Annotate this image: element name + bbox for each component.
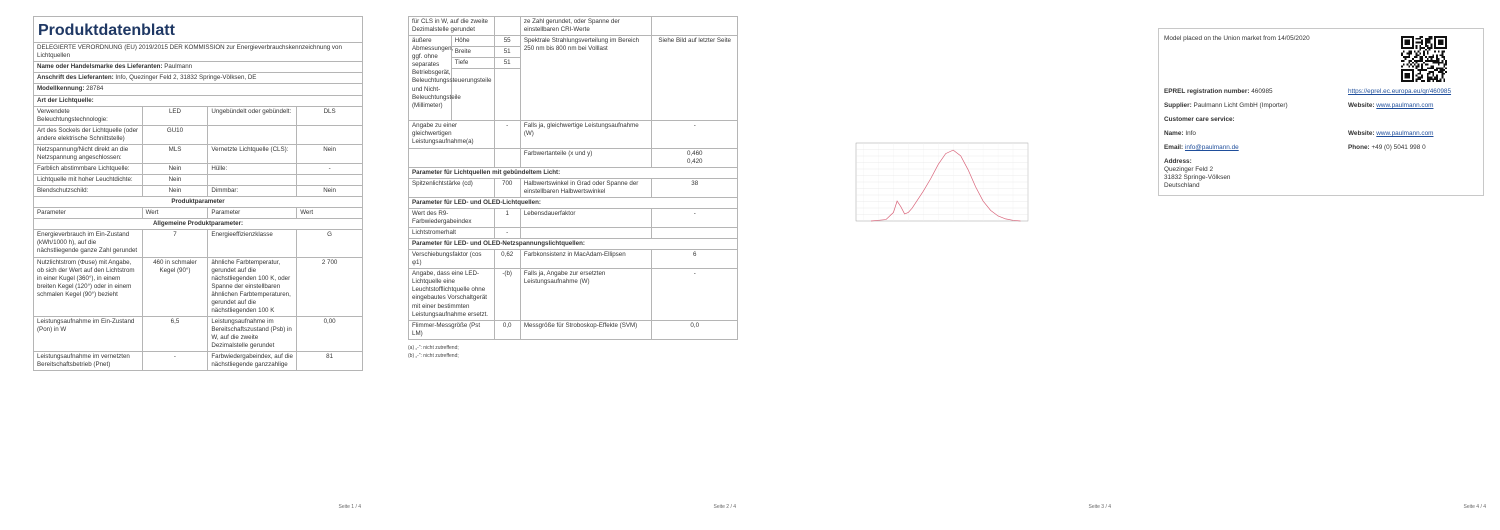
type-cell: Vernetzte Lichtquelle (CLS): [208,144,297,163]
general-cell: Leistungsaufnahme im Ein-Zustand (Pon) in W [34,316,143,351]
table-row: Breite 51 [409,47,738,58]
table-row [34,175,363,186]
type-cell: Nein [297,144,363,163]
type-cell: Lichtquelle mit hoher Leuchtdichte: [34,175,143,186]
general-cell: 6,5 [142,316,208,351]
table-row [34,144,363,163]
general-cell: ähnliche Farbtemperatur, gerundet auf die nächstliegenden 100 K, oder Spanne der einstellbaren ähnlichen Farbtemperaturen, gerundet auf die nächstliegenden 100 K [208,257,297,316]
type-cell: - [297,163,363,174]
general-cell: G [297,230,363,257]
footnote-a: (a) „-“: nicht zutreffend; [408,344,459,351]
address-row: Anschrift des Lieferanten: Info, Quezinger Feld 2, 31832 Springe-Völksen, DE [34,73,363,84]
eprel-row: EPREL registration number: 460985 [1164,88,1273,95]
table-row: Spitzenlichtstärke (cd) 700 Halbwertswinkel in Grad oder Spanne der einstellbaren Halbwertswinkel 38 [409,178,738,197]
table-row: Flimmer-Messgröße (Pst LM) 0,0 Messgröße für Stroboskop-Effekte (SVM) 0,0 [409,320,738,339]
table-row [34,257,363,316]
brand-row: Name oder Handelsmarke des Lieferanten: Paulmann [34,62,363,73]
type-cell: Hülle: [208,163,297,174]
table-row: Tiefe 51 [409,58,738,69]
page-number: Seite 4 / 4 [1463,503,1486,510]
general-cell: Leistungsaufnahme im vernetzten Bereitschaftsbetrieb (Pnet) [34,352,143,371]
general-cell: Energieverbrauch im Ein-Zustand (kWh/1000 h), auf die nächstliegende ganze Zahl gerundet [34,230,143,257]
table-row: äußere Abmessungen, ggf. ohne separates Betriebsgerät, Beleuchtungssteuerungsteile und Nicht-Beleuchtungsteile (Millimeter) Höhe 55 Spektrale Strahlungsverteilung im Bereich 250 nm bis 800 nm bei Volllast Siehe Bild auf letzter Seite [409,36,738,47]
general-cell: 81 [297,352,363,371]
address-line-1: Quezinger Feld 2 [1164,166,1214,173]
address-line-3: Deutschland [1164,182,1200,189]
website-link[interactable]: www.paulmann.com [1376,102,1434,109]
supplier-row: Supplier: Paulmann Licht GmbH (Importer) [1164,102,1288,109]
type-cell: GU10 [142,125,208,144]
table-row: Angabe zu einer gleichwertigen Leistungsaufnahme(a) - Falls ja, gleichwertige Leistungsaufnahme (W) - [409,121,738,148]
page-number: Seite 2 / 4 [713,503,736,510]
email-link[interactable]: info@paulmann.de [1184,144,1239,151]
header-table [33,42,363,371]
type-cell: LED [142,106,208,125]
type-cell: Farblich abstimmbare Lichtquelle: [34,163,143,174]
qr-code-icon[interactable] [1401,36,1447,82]
general-cell: Energieeffizienzklasse [208,230,297,257]
type-row: Art der Lichtquelle: [34,95,363,106]
table-row [34,316,363,351]
customer-care-heading: Customer care service: [1164,116,1235,123]
address-line-2: 31832 Springe-Völksen [1164,174,1231,181]
table-row [34,106,363,125]
dims-label: äußere Abmessungen, ggf. ohne separates Betriebsgerät, Beleuchtungssteuerungsteile und Nicht-Beleuchtungsteile (Millimeter) [409,36,452,121]
page-2 [408,16,738,510]
general-cell: Farbwiedergabeindex, auf die nächstliegende ganzzahlige [208,352,297,371]
type-cell: Ungebündelt oder gebündelt: [208,106,297,125]
general-params-header: Allgemeine Produktparameter: [34,219,363,230]
name-row: Name: Info [1164,130,1196,137]
footnote-b: (b) „-“: nicht zutreffend; [408,352,459,359]
product-params-header: Produktparameter [34,197,363,208]
regulation-text: DELEGIERTE VERORDNUNG (EU) 2019/2015 DER KOMMISSION zur Energieverbrauchskennzeichnung von Lichtquellen [34,43,363,62]
general-cell: - [142,352,208,371]
email-row: Email: info@paulmann.de [1164,144,1239,151]
spectrum-chart [838,139,1038,231]
table-row: Farbwertanteile (x und y) 0,460 0,420 [409,148,738,167]
phone-row: Phone: +49 (0) 5041 998 0 [1348,144,1426,151]
led-header: Parameter für LED- und OLED-Lichtquellen: [409,197,738,208]
general-params [34,230,363,371]
column-headers: Parameter Wert Parameter Wert [34,208,363,219]
type-cell: Art des Sockels der Lichtquelle (oder andere elektrische Schnittstelle) [34,125,143,144]
type-cell: MLS [142,144,208,163]
table-row: Lichtstromerhalt - [409,228,738,239]
website-row: Website: www.paulmann.com [1348,102,1434,109]
type-params [34,106,363,197]
general-cell: 7 [142,230,208,257]
type-cell: Nein [142,163,208,174]
type-cell: Verwendete Beleuchtungstechnologie: [34,106,143,125]
page-number: Seite 1 / 4 [338,503,361,510]
type-cell [208,175,297,186]
type-cell [297,175,363,186]
eprel-link[interactable]: https://eprel.ec.europa.eu/qr/460985 [1348,88,1452,95]
general-cell: 460 in schmaler Kegel (90°) [142,257,208,316]
directional-header: Parameter für Lichtquellen mit gebündeltem Licht: [409,167,738,178]
supplier-info-box [1158,28,1484,196]
page-3 [783,16,1113,510]
table-row [34,186,363,197]
table-row: Angabe, dass eine LED-Lichtquelle eine Leuchtstofflichtquelle ohne eingebautes Vorschaltgerät mit einer bestimmten Leistungsaufnahme ersetzt. -(b) Falls ja, Angabe zur ersetzten Leistungsaufnahme (W) - [409,269,738,320]
general-cell: 0,00 [297,316,363,351]
type-cell: Nein [297,186,363,197]
table-row [34,352,363,371]
model-row: Modellkennung: 28784 [34,84,363,95]
type-cell: Blendschutzschild: [34,186,143,197]
type-cell: Nein [142,186,208,197]
type-cell: Netzspannung/Nicht direkt an die Netzspannung angeschlossen: [34,144,143,163]
mains-header: Parameter für LED- und OLED-Netzspannungslichtquellen: [409,239,738,250]
table-row [34,163,363,174]
website2-link[interactable]: www.paulmann.com [1376,130,1434,137]
general-cell: Nutzlichtstrom (Φuse) mit Angabe, ob sich der Wert auf den Lichtstrom in einer Kugel (360°), in einem breiten Kegel (120°) oder in einem schmalen Kegel (90°) bezieht [34,257,143,316]
type-cell [297,125,363,144]
general-cell: 2 700 [297,257,363,316]
type-cell: Dimmbar: [208,186,297,197]
params-table-2 [408,16,738,340]
address-heading: Address: [1164,158,1192,165]
table-row: für CLS in W, auf die zweite Dezimalstelle gerundet ze Zahl gerundet, oder Spanne der einstellbaren CRI-Werte [409,17,738,36]
footnotes [408,344,738,360]
table-row: Wert des R9-Farbwiedergabeindex 1 Lebensdauerfaktor - [409,208,738,227]
table-row: Verschiebungsfaktor (cos φ1) 0,62 Farbkonsistenz in MacAdam-Ellipsen 6 [409,250,738,269]
page-1 [33,16,363,510]
website2-row: Website: www.paulmann.com [1348,130,1434,137]
table-row [34,125,363,144]
page-number: Seite 3 / 4 [1088,503,1111,510]
type-cell: DLS [297,106,363,125]
general-cell: Leistungsaufnahme im Bereitschaftszustand (Psb) in W, auf die zweite Dezimalstelle gerundet [208,316,297,351]
placed-on-market: Model placed on the Union market from 14/05/2020 [1164,35,1310,42]
type-cell [208,125,297,144]
type-cell: Nein [142,175,208,186]
page-title: Produktdatenblatt [33,16,363,42]
table-row [34,230,363,257]
